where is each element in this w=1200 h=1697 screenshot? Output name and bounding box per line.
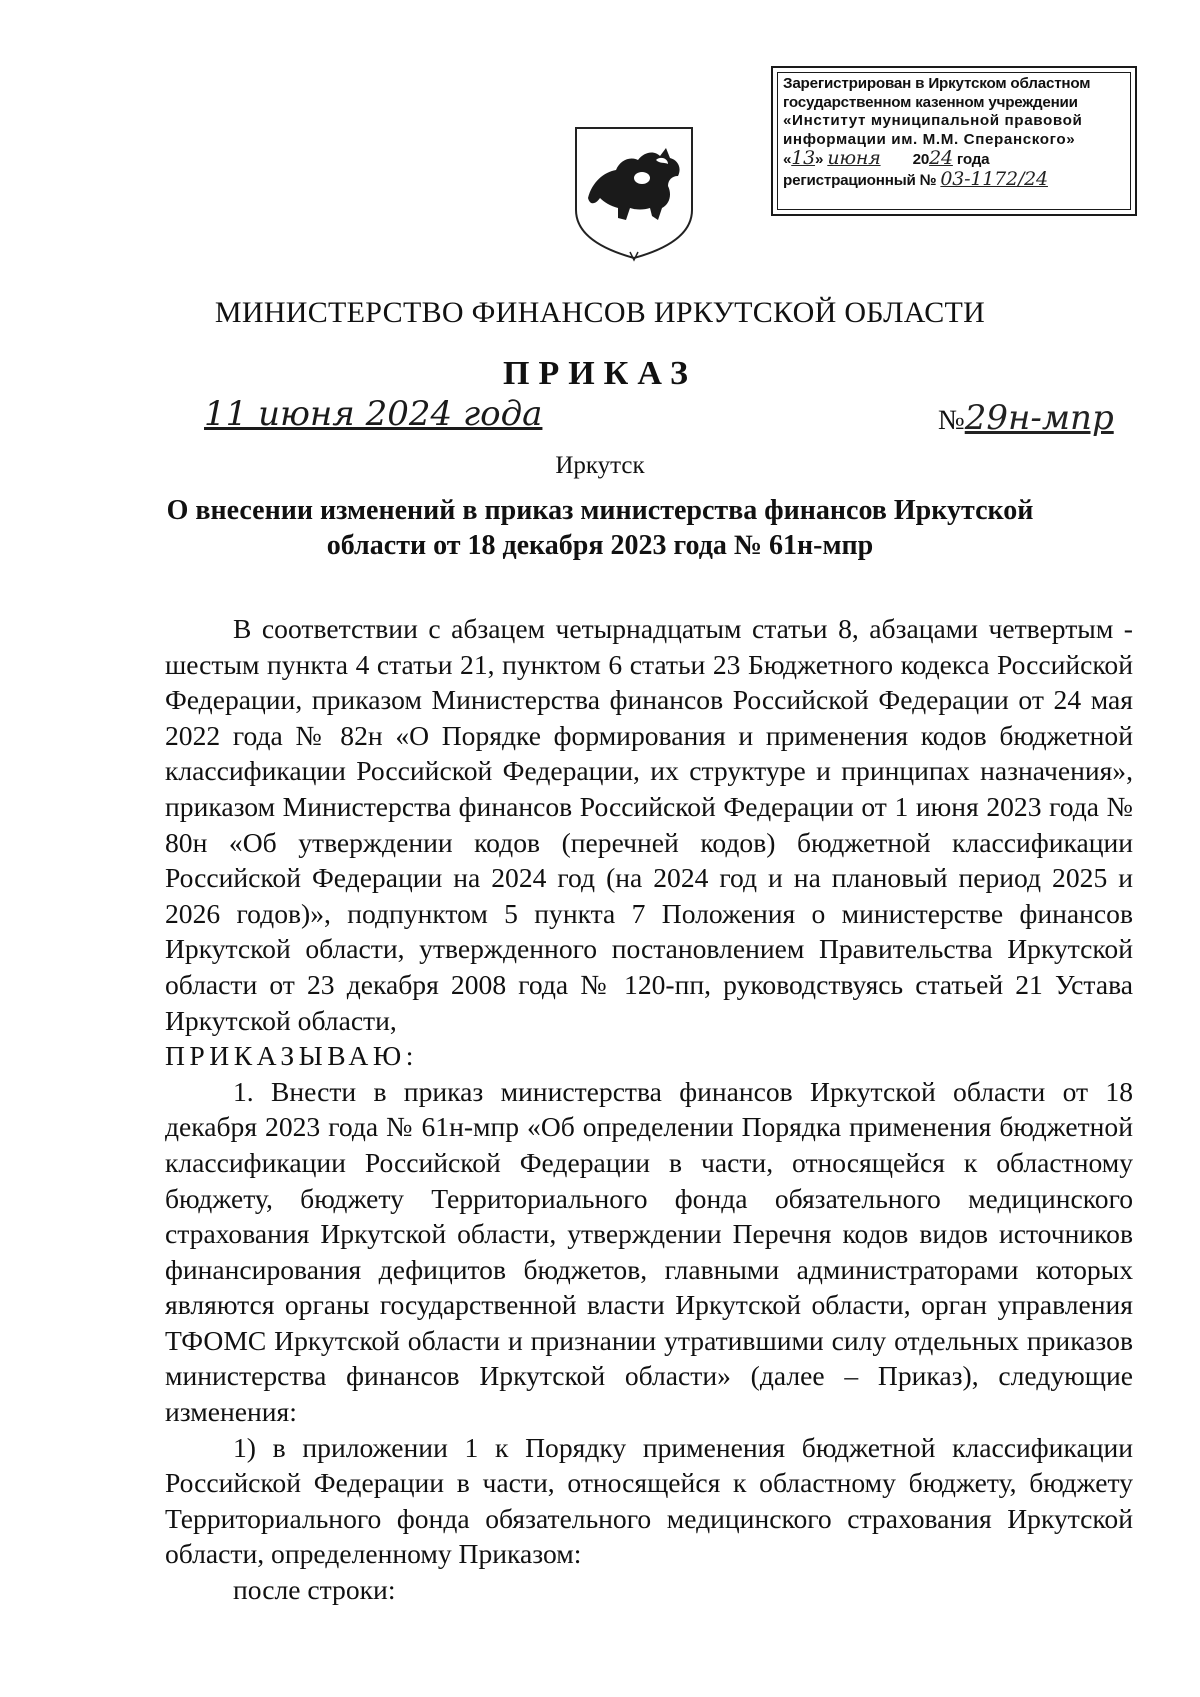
document-type-title: ПРИКАЗ bbox=[503, 355, 697, 392]
stamp-year-word: года bbox=[956, 151, 990, 168]
stamp-reg-line bbox=[783, 167, 1127, 191]
stamp-reg-label: регистрационный № bbox=[783, 171, 937, 189]
stamp-reg-number: 03-1172/24 bbox=[940, 167, 1048, 190]
order-body bbox=[165, 611, 1133, 1608]
stamp-year-suffix: 24 bbox=[929, 147, 953, 169]
subject-line-1: О внесении изменений в приказ министерства финансов Иркутской bbox=[166, 495, 1034, 526]
coat-of-arms-icon bbox=[572, 124, 696, 262]
order-word: ПРИКАЗЫВАЮ: bbox=[165, 1040, 418, 1072]
stamp-year-prefix: 20 bbox=[912, 151, 930, 168]
registration-stamp bbox=[771, 66, 1137, 216]
preamble-paragraph: В соответствии с абзацем четырнадцатым статьи 8, абзацами четвертым - шестым пункта 4 статьи 21, пунктом 6 статьи 23 Бюджетного кодекса Российской Федерации, приказом Министерства финансов Российской Федерации от 24 мая 2022 года № 82н «О Порядке формирования и применения кодов бюджетной классификации Российской Федерации, их структуре и принципах назначения», приказом Министерства финансов Российской Федерации от 1 июня 2023 года № 80н «Об утверждении кодов (перечней кодов) бюджетной классификации Российской Федерации на 2024 год (на 2024 год и на плановый период 2025 и 2026 годов)», подпунктом 5 пункта 7 Положения о министерстве финансов Иркутской области, утвержденного постановлением Правительства Иркутской области от 23 декабря 2008 года № 120-пп, руководствуясь статьей 21 Устава Иркутской области, bbox=[165, 613, 1133, 1036]
stamp-line-3: «Институт муниципальной правовой bbox=[783, 112, 1083, 129]
stamp-date-line: «13» июня 2024 года bbox=[783, 147, 990, 169]
order-date: 11 июня 2024 года bbox=[204, 394, 543, 434]
subject-line-2: области от 18 декабря 2023 года № 61н-мпр bbox=[326, 530, 874, 561]
stamp-line-4: информации им. М.М. Сперанского» bbox=[783, 130, 1076, 148]
after-row-paragraph: после строки: bbox=[233, 1574, 396, 1606]
number-sign: № bbox=[938, 405, 965, 436]
stamp-line-2: государственном казенном учреждении bbox=[783, 93, 1078, 111]
stamp-day: 13 bbox=[791, 147, 816, 169]
stamp-line-1: Зарегистрирован в Иркутском областном bbox=[783, 75, 1091, 92]
item-1-1-paragraph: 1) в приложении 1 к Порядку применения бюджетной классификации Российской Федерации в части, относящейся к областному бюджету, бюджету Территориального фонда обязательного медицинского страхования Иркутской области, определенному Приказом: bbox=[165, 1431, 1133, 1570]
city-name: Иркутск bbox=[555, 452, 645, 479]
stamp-month: июня bbox=[827, 147, 881, 169]
item-1-paragraph: 1. Внести в приказ министерства финансов Иркутской области от 18 декабря 2023 года № 61н-мпр «Об определении Порядка применения бюджетной классификации Российской Федерации в части, относящейся к областному бюджету, бюджету Территориального фонда обязательного медицинского страхования Иркутской области, утверждении Перечня кодов видов источников финансирования дефицитов бюджетов, главными администраторами которых являются органы государственной власти Иркутской области, орган управления ТФОМС Иркутской области и признании утратившими силу отдельных приказов министерства финансов Иркутской области» (далее – Приказ), следующие изменения: bbox=[165, 1075, 1133, 1428]
order-number-line bbox=[938, 398, 1114, 438]
order-subject bbox=[0, 493, 1200, 563]
order-number: 29н-мпр bbox=[964, 398, 1114, 438]
ministry-name: МИНИСТЕРСТВО ФИНАНСОВ ИРКУТСКОЙ ОБЛАСТИ bbox=[214, 296, 986, 329]
